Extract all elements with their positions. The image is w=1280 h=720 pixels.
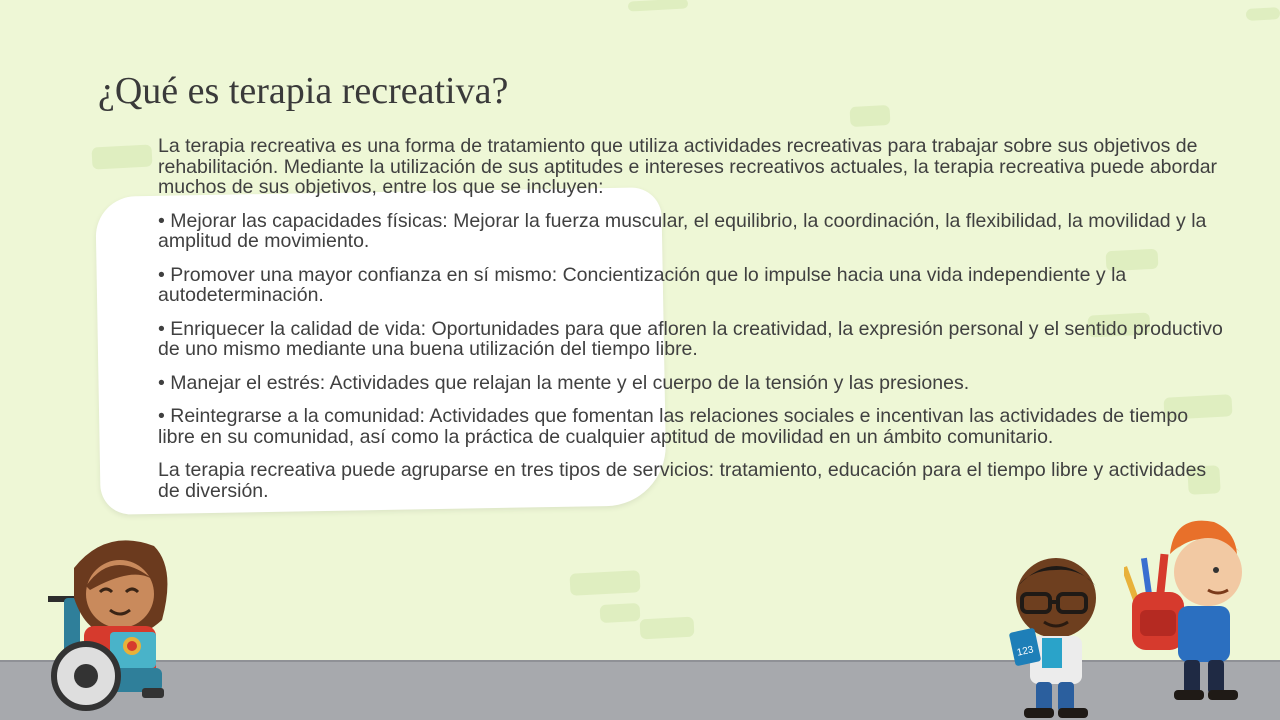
background-dash (850, 105, 891, 127)
background-dash (1246, 7, 1280, 21)
bullet-physical: • Mejorar las capacidades físicas: Mejorar la fuerza muscular, el equilibrio, la coordinación, la flexibilidad, la movilidad y la amplitud de movimiento. (158, 209, 1207, 252)
background-dash (600, 603, 641, 623)
background-dash (640, 617, 695, 640)
background-dash (91, 144, 152, 169)
boy-glasses-illustration (1000, 550, 1110, 720)
boy-backpack-illustration (1124, 514, 1244, 710)
girl-wheelchair-illustration (44, 528, 194, 718)
bullet-quality-of-life: • Enriquecer la calidad de vida: Oportunidades para que afloren la creatividad, la expresión personal y el sentido productivo de uno mismo mediante una buena utilización del tiempo libre. (158, 317, 1223, 360)
background-dash (569, 570, 640, 596)
intro-paragraph: La terapia recreativa es una forma de tratamiento que utiliza actividades recreativas para trabajar sobre sus objetivos de rehabilitación. Mediante la utilización de sus aptitudes e intereses recreativos actuales, la terapia recreativa puede abordar muchos de sus objetivos, entre los que se incluyen: (158, 135, 1218, 198)
slide-title: ¿Qué es terapia recreativa? (98, 70, 509, 112)
closing-paragraph: La terapia recreativa puede agruparse en tres tipos de servicios: tratamiento, educación para el tiempo libre y actividades de diversión. (158, 459, 1207, 502)
slide-body (158, 136, 1228, 514)
bullet-confidence: • Promover una mayor confianza en sí mismo: Concientización que lo impulse hacia una vida independiente y la autodeterminación. (158, 263, 1127, 306)
bullet-community: • Reintegrarse a la comunidad: Actividades que fomentan las relaciones sociales e incentivan las actividades de tiempo libre en su comunidad, así como la práctica de cualquier aptitud de movilidad en un ámbito comunitario. (158, 405, 1189, 448)
bullet-stress: • Manejar el estrés: Actividades que relajan la mente y el cuerpo de la tensión y las presiones. (158, 371, 970, 394)
background-dash (628, 0, 688, 12)
book-label: 123 (1015, 644, 1035, 659)
